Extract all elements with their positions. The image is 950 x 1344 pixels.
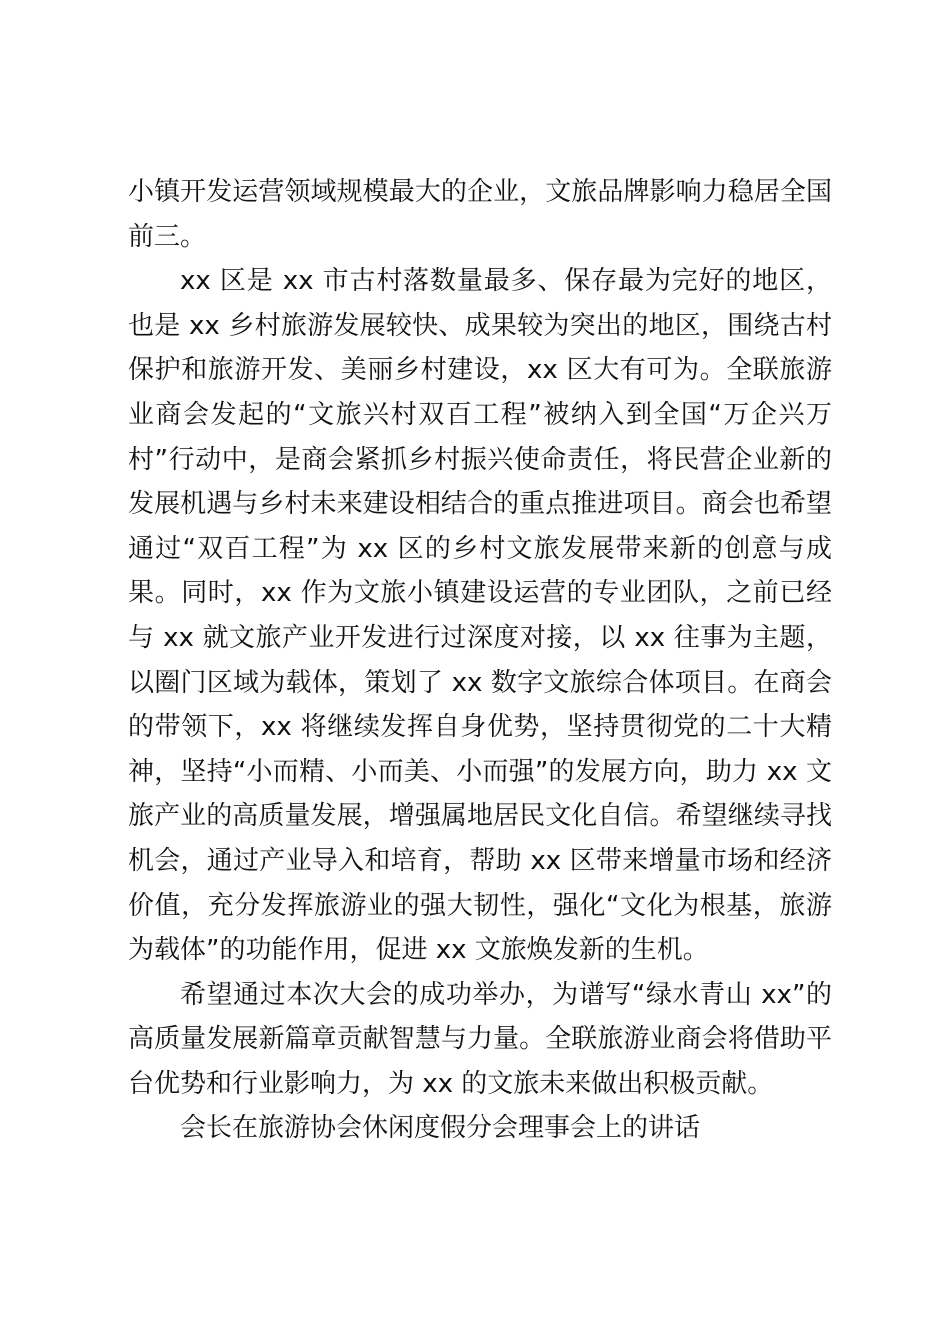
paragraph-continuation: 小镇开发运营领域规模最大的企业，文旅品牌影响力稳居全国前三。 xyxy=(128,177,832,252)
paragraph-district-overview: xx 区是 xx 市古村落数量最多、保存最为完好的地区，也是 xx 乡村旅游发展较快、成果较为突出的地区，围绕古村保护和旅游开发、美丽乡村建设，xx 区大有可为。全联旅游业商会发起的“文旅兴村双百工程”被纳入到全国“万企兴万村”行动中，是商会紧抓乡村振兴使命责任，将民营企业新的发展机遇与乡村未来建设相结合的重点推进项目。商会也希望通过“双百工程”为 xx 区的乡村文旅发展带来新的创意与成果。同时，xx 作为文旅小镇建设运营的专业团队，之前已经与 xx 就文旅产业开发进行过深度对接，以 xx 往事为主题，以圈门区域为载体，策划了 xx 数字文旅综合体项目。在商会的带领下，xx 将继续发挥自身优势，坚持贯彻党的二十大精神，坚持“小而精、小而美、小而强”的发展方向，助力 xx 文旅产业的高质量发展，增强属地居民文化自信。希望继续寻找机会，通过产业导入和培育，帮助 xx 区带来增量市场和经济价值，充分发挥旅游业的强大韧性，强化“文化为根基，旅游为载体”的功能作用，促进 xx 文旅焕发新的生机。 xyxy=(128,266,832,966)
next-speech-title: 会长在旅游协会休闲度假分会理事会上的讲话 xyxy=(180,1113,701,1144)
document-body xyxy=(128,170,832,1151)
paragraph-closing-wish: 希望通过本次大会的成功举办，为谱写“绿水青山 xx”的高质量发展新篇章贡献智慧与力量。全联旅游业商会将借助平台优势和行业影响力，为 xx 的文旅未来做出积极贡献。 xyxy=(128,979,832,1099)
